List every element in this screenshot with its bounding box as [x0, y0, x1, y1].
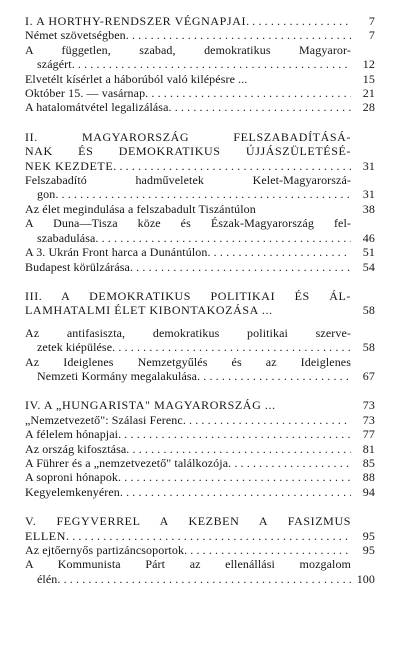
- entry-text: Német szövetségben: [25, 28, 126, 43]
- entry-text: Az élet megindulása a felszabadult Tiszántúlon: [25, 201, 256, 216]
- page-number: 85: [362, 455, 375, 470]
- entry-text-line: Az antifasiszta, demokratikus politikai szerve-: [25, 325, 351, 340]
- section-title-line: III. A DEMOKRATIKUS POLITIKAI ÉS ÁL-: [25, 288, 351, 303]
- dot-leader: [197, 369, 351, 383]
- page-number: 7: [368, 28, 375, 43]
- toc-entry: [25, 72, 375, 86]
- section-title: NEK KEZDETE: [25, 158, 114, 173]
- entry-text: Budapest körülzárása: [25, 259, 130, 274]
- entry-text: szágért: [37, 57, 72, 72]
- section-gap: [25, 115, 375, 130]
- page-number: 95: [362, 528, 375, 543]
- entry-text: A félelem hónapjai: [25, 427, 119, 442]
- toc-entry: [25, 456, 375, 470]
- toc-entry: [25, 413, 375, 427]
- dot-leader: [112, 340, 351, 354]
- dot-leader: [118, 470, 351, 484]
- section-title-line: II. MAGYARORSZÁG FELSZABADÍTÁSÁ-: [25, 129, 351, 144]
- page-number: 58: [362, 340, 375, 355]
- toc-entry: [25, 442, 375, 456]
- page-number: 77: [362, 427, 375, 442]
- section-title-line: V. FEGYVERREL A KEZBEN A FASIZMUS: [25, 514, 351, 529]
- dot-leader: [145, 86, 351, 100]
- page-number: 94: [362, 484, 375, 499]
- page-number: 73: [362, 398, 375, 413]
- page-number: 67: [362, 368, 375, 383]
- entry-text: Október 15. — vasárnap: [25, 86, 146, 101]
- dot-leader: [126, 442, 351, 456]
- page-number: 46: [362, 230, 375, 245]
- page-number: 12: [362, 57, 375, 72]
- page-number: 88: [362, 470, 375, 485]
- table-of-contents: [25, 14, 375, 586]
- dot-leader: [120, 485, 351, 499]
- toc-entry: [25, 427, 375, 441]
- section-heading: [25, 159, 375, 173]
- entry-text: gon: [37, 187, 56, 202]
- entry-text: élén: [37, 571, 58, 586]
- toc-entry: [25, 231, 375, 245]
- entry-text: Elvetélt kísérlet a háborúból való kilépésre ...: [25, 71, 248, 86]
- entry-text: Az ország kifosztása: [25, 441, 127, 456]
- entry-text: Nemzeti Kormány megalakulása: [37, 368, 198, 383]
- page-number: 95: [362, 543, 375, 557]
- dot-leader: [183, 413, 351, 427]
- entry-text-line: A független, szabad, demokratikus Magyaror-: [25, 42, 351, 57]
- entry-text: A 3. Ukrán Front harca a Dunántúlon: [25, 245, 208, 260]
- toc-entry: [25, 100, 375, 114]
- page-number: 15: [362, 71, 375, 86]
- dot-leader: [130, 260, 351, 274]
- entry-text: A Führer és a „nemzetvezető" találkozója: [25, 455, 229, 470]
- entry-text: Az ejtőernyős partizáncsoportok: [25, 543, 185, 557]
- toc-entry: [25, 187, 375, 201]
- toc-entry: [25, 340, 375, 354]
- page-number: 54: [362, 259, 375, 274]
- toc-entry: [25, 470, 375, 484]
- page-number: 21: [362, 86, 375, 101]
- toc-entry: [25, 543, 375, 557]
- page-number: 51: [362, 245, 375, 260]
- entry-text: Kegyelemkenyéren: [25, 484, 120, 499]
- section-gap: [25, 318, 375, 326]
- toc-entry: [25, 369, 375, 383]
- entry-text: „Nemzetvezető": Szálasi Ferenc: [25, 412, 183, 427]
- dot-leader: [118, 427, 351, 441]
- dot-leader: [72, 57, 351, 71]
- entry-text: A soproni hónapok: [25, 470, 119, 485]
- section-title: I. A HORTHY-RENDSZER VÉGNAPJAI: [25, 14, 247, 28]
- dot-leader: [246, 14, 351, 28]
- section-heading: [25, 303, 375, 317]
- page-number: 7: [368, 14, 375, 28]
- dot-leader: [66, 529, 351, 543]
- entry-text: A hatalomátvétel legalizálása: [25, 100, 169, 115]
- page-number: 38: [362, 201, 375, 216]
- entry-text-line: Az Ideiglenes Nemzetgyűlés és az Ideiglenes: [25, 354, 351, 369]
- section-gap: [25, 499, 375, 514]
- toc-entry: [25, 245, 375, 259]
- dot-leader: [184, 543, 351, 557]
- entry-text: szabadulása: [37, 230, 96, 245]
- toc-entry: [25, 86, 375, 100]
- dot-leader: [55, 187, 351, 201]
- section-title: IV. A „HUNGARISTA" MAGYARORSZÁG ...: [25, 398, 276, 413]
- page-number: 31: [362, 158, 375, 173]
- dot-leader: [228, 456, 351, 470]
- page-number: 28: [362, 100, 375, 115]
- page-number: 100: [356, 571, 375, 586]
- dot-leader: [57, 572, 351, 586]
- dot-leader: [169, 100, 351, 114]
- section-heading: [25, 398, 375, 412]
- page-number: 31: [362, 187, 375, 202]
- section-gap: [25, 383, 375, 398]
- dot-leader: [207, 245, 351, 259]
- section-title-line: NAK ÉS DEMOKRATIKUS ÚJJÁSZÜLETÉSÉ-: [25, 144, 351, 159]
- toc-entry: [25, 572, 375, 586]
- entry-text-line: A Duna—Tisza köze és Észak-Magyarország fel-: [25, 216, 351, 231]
- dot-leader: [113, 159, 351, 173]
- toc-entry: [25, 202, 375, 216]
- section-heading: [25, 14, 375, 28]
- page-number: 81: [362, 441, 375, 456]
- entry-text-line: A Kommunista Párt az ellenállási mozgalom: [25, 557, 351, 572]
- section-gap: [25, 274, 375, 289]
- dot-leader: [95, 231, 351, 245]
- section-title: ELLEN: [25, 528, 66, 543]
- page-number: 73: [362, 412, 375, 427]
- toc-entry: [25, 485, 375, 499]
- toc-entry: [25, 57, 375, 71]
- entry-text-line: Felszabadító hadműveletek Kelet-Magyarorszá-: [25, 173, 351, 188]
- toc-entry: [25, 260, 375, 274]
- entry-text: zetek kiépülése: [37, 340, 113, 355]
- dot-leader: [126, 28, 351, 42]
- section-heading: [25, 529, 375, 543]
- toc-entry: [25, 28, 375, 42]
- section-title: LAMHATALMI ÉLET KIBONTAKOZÁSA ...: [25, 303, 273, 318]
- page-number: 58: [362, 303, 375, 318]
